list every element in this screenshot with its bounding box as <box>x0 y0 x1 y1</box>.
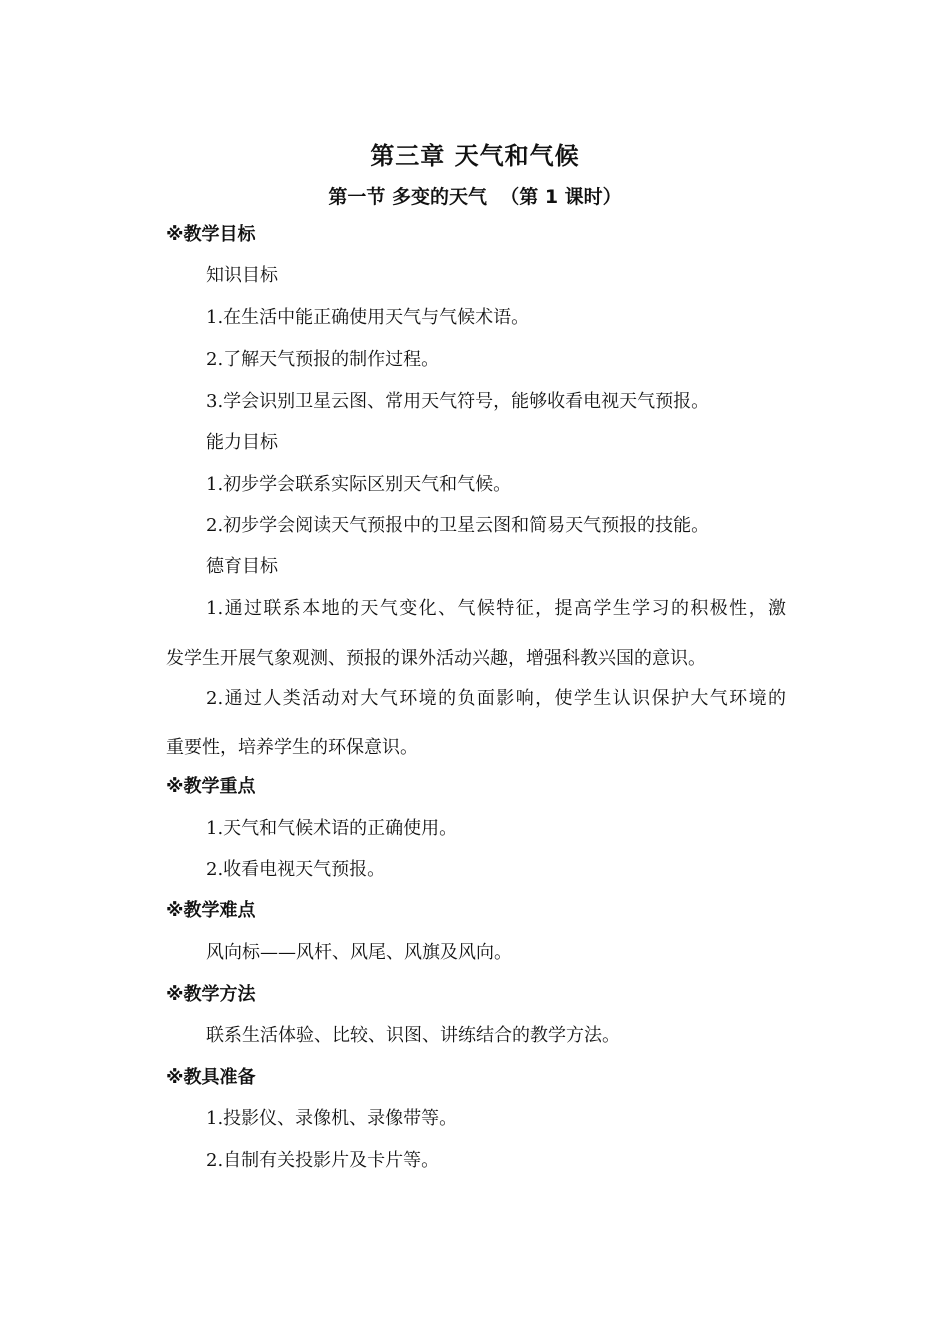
moral-item-1-line-1: 1.通过联系本地的天气变化、气候特征，提高学生学习的积极性，激 <box>206 598 786 619</box>
preparation-heading: ※教具准备 <box>166 1067 256 1088</box>
preparation-item-1: 1.投影仪、录像机、录像带等。 <box>206 1108 458 1129</box>
knowledge-item-3: 3.学会识别卫星云图、常用天气符号，能够收看电视天气预报。 <box>206 391 710 412</box>
key-point-2: 2.收看电视天气预报。 <box>206 859 386 880</box>
key-points-heading: ※教学重点 <box>166 776 256 797</box>
difficulties-heading: ※教学难点 <box>166 900 256 921</box>
moral-item-2-line-2: 重要性，培养学生的环保意识。 <box>166 737 418 758</box>
knowledge-item-2: 2.了解天气预报的制作过程。 <box>206 349 440 370</box>
preparation-item-2: 2.自制有关投影片及卡片等。 <box>206 1150 440 1171</box>
knowledge-objectives-label: 知识目标 <box>206 265 278 286</box>
section-title-text: 第一节 多变的天气 <box>328 186 487 208</box>
methods-text: 联系生活体验、比较、识图、讲练结合的教学方法。 <box>206 1025 620 1046</box>
objectives-heading: ※教学目标 <box>166 224 256 245</box>
difficulties-text: 风向标——风杆、风尾、风旗及风向。 <box>206 942 512 963</box>
methods-heading: ※教学方法 <box>166 984 256 1005</box>
ability-item-1: 1.初步学会联系实际区别天气和气候。 <box>206 474 512 495</box>
key-point-1: 1.天气和气候术语的正确使用。 <box>206 818 458 839</box>
knowledge-item-1: 1.在生活中能正确使用天气与气候术语。 <box>206 307 530 328</box>
chapter-title: 第三章 天气和气候 <box>370 142 580 170</box>
moral-objectives-label: 德育目标 <box>206 556 278 577</box>
moral-item-1-line-2: 发学生开展气象观测、预报的课外活动兴趣，增强科教兴国的意识。 <box>166 648 706 669</box>
section-title <box>0 182 950 209</box>
lesson-note: （第 1 课时） <box>500 186 622 208</box>
moral-item-2-line-1: 2.通过人类活动对大气环境的负面影响，使学生认识保护大气环境的 <box>206 688 786 709</box>
ability-item-2: 2.初步学会阅读天气预报中的卫星云图和简易天气预报的技能。 <box>206 515 710 536</box>
ability-objectives-label: 能力目标 <box>206 432 278 453</box>
